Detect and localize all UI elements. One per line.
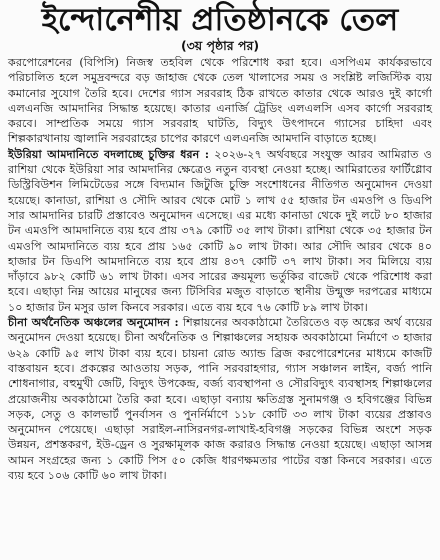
paragraph-3 bbox=[8, 315, 432, 483]
subheading-urea-import: ইউরিয়া আমদানিতে বদলাচ্ছে চুক্তির ধরন : bbox=[8, 146, 210, 161]
headline: ইন্দোনেশীয় প্রতিষ্ঠানকে তেল bbox=[41, 2, 399, 38]
paragraph-1 bbox=[8, 55, 432, 147]
paragraph-2 bbox=[8, 147, 432, 315]
subheading-chinese-economic-zone: চীনা অর্থনৈতিক অঞ্চলের অনুমোদন : bbox=[8, 315, 179, 330]
article-body bbox=[8, 55, 432, 483]
paragraph-2-text: ২০২৬-২৭ অর্থবছরে সংযুক্ত আরব আমিরাত ও রাশিয়া থেকে ইউরিয়া সার আমদানির ক্ষেত্রেও নতুন ব্যবস্থা নেওয়া হচ্ছে। আমিরাতের ফার্টিগ্লোব ডিস্ট্রিবিউশন লিমিটেডের সঙ্গে বিদ্যমান জিটুজি চুক্তি সংশোধনের নীতিগত অনুমোদন দেওয়া হয়েছে। কানাডা, রাশিয়া ও সৌদি আরব থেকে মোট ১ লাখ ৫৫ হাজার টন এমওপি ও ডিএপি সার আমদানির চারটি প্রস্তাবেও অনুমোদন এসেছে। এর মধ্যে কানাডা থেকে দুই লটে ৮০ হাজার টন এমওপি আমদানিতে ব্যয় হবে প্রায় ৩৭৯ কোটি ৩৫ লাখ টাকা। রাশিয়া থেকে ৩৫ হাজার টন এমওপি আমদানিতে ব্যয় হবে প্রায় ১৬৫ কোটি ৯০ লাখ টাকা। আর সৌদি আরব থেকে ৪০ হাজার টন ডিএপি আমদানিতে ব্যয় হবে প্রায় ৪৩৭ কোটি ৩৭ লাখ টাকা। সব মিলিয়ে ব্যয় দাঁড়াবে ৯৮২ কোটি ৬১ লাখ টাকা। এসব সারের ক্রয়মূল্য ভর্তুকির বাজেট থেকে পরিশোধ করা হবে। এছাড়া নিম্ন আয়ের মানুষের জন্য টিসিবির মজুত বাড়াতে স্থানীয় উন্মুক্ত দরপত্রের মাধ্যমে ১০ হাজার টন মসুর ডাল কিনবে সরকার। এতে ব্যয় হবে ৭৬ কোটি ৮৯ লাখ টাকা। bbox=[8, 147, 432, 314]
paragraph-3-text: শিল্পায়নের অবকাঠামো তৈরিতেও বড় অঙ্কের অর্থ ব্যয়ের অনুমোদন দেওয়া হয়েছে। চীনা অর্থনৈতিক ও শিল্পাঞ্চলের সহায়ক অবকাঠামো নির্মাণে ৩ হাজার ৬২৯ কোটি ৯৫ লাখ টাকা ব্যয় হবে। চায়না রোড অ্যান্ড ব্রিজ করপোরেশনের মাধ্যমে কাজটি বাস্তবায়ন হবে। প্রকল্পের আওতায় সড়ক, পানি সরবরাহগার, গ্যাস সঞ্চালন লাইন, বর্জ্য পানি শোধনাগার, বহুমুখী জেটি, বিদ্যুৎ উপকেন্দ্র, বর্জ্য ব্যবস্থাপনা ও সৌরবিদ্যুৎ ব্যবস্থাসহ শিল্পাঞ্চলের প্রয়োজনীয় অবকাঠামো তৈরি করা হবে। এছাড়া বন্যায় ক্ষতিগ্রস্ত সুনামগঞ্জ ও হবিগঞ্জের বিভিন্ন সড়ক, সেতু ও কালভার্ট পুনর্বাসন ও পুনর্নির্মাণে ১১৮ কোটি ৩৩ লাখ টাকা ব্যয়ের প্রস্তাবও অনুমোদন পেয়েছে। এছাড়া সরাইল-নাসিরনগর-লাখাই-হবিগঞ্জ সড়কের বিভিন্ন অংশে সড়ক উন্নয়ন, প্রশস্তকরণ, ইউ-ড্রেন ও সুরক্ষামূলক কাজ করারও সিদ্ধান্ত নেওয়া হয়েছে। এছাড়া আসন্ন আমন সংগ্রহের জন্য ১ কোটি পিস ৫০ কেজি ধারণক্ষমতার পাটের বস্তা কিনবে সরকার। এতে ব্যয় হবে ১০৬ কোটি ৬০ লাখ টাকা। bbox=[8, 316, 432, 483]
continued-note: (৩য় পৃষ্ঠার পর) bbox=[180, 38, 260, 53]
paragraph-1-text: করপোরেশনের (বিপিসি) নিজস্ব তহবিল থেকে পরিশোধ করা হবে। এসপিএম কার্যকরভাবে পরিচালিত হলে সমুদ্রবন্দরে বড় জাহাজ থেকে তেল খালাসের সময় ও সংশ্লিষ্ট লজিস্টিক ব্যয় কমানোর সুযোগ তৈরি হবে। দেশের গ্যাস সরবরাহ ঠিক রাখতে কাতার থেকে আরও দুই কার্গো এলএনজি আমদানির সিদ্ধান্ত হয়েছে। কাতার এনার্জি ট্রেডিং এলএলসি এসব কার্গো সরবরাহ করবে। সাম্প্রতিক সময়ে গ্যাস সরবরাহ ঘাটতি, বিদ্যুৎ উৎপাদনে গ্যাসের চাহিদা এবং শিল্পকারখানায় জ্বালানি সরবরাহের চাপের কারণে এলএনজি আমদানি বাড়াতে হচ্ছে। bbox=[8, 56, 432, 146]
